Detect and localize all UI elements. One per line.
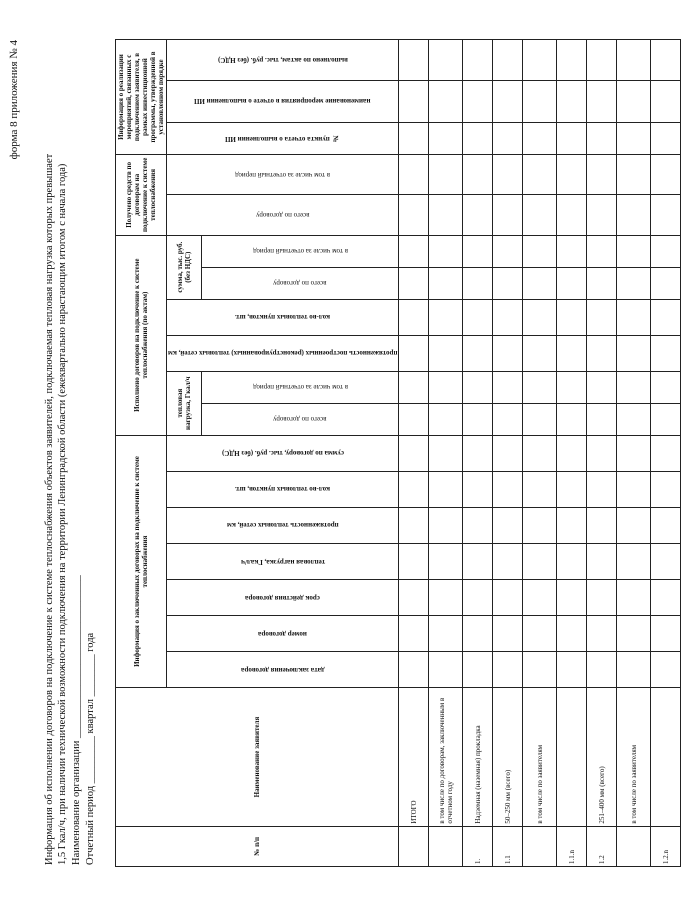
empty-cell <box>493 195 523 235</box>
row-number-cell <box>523 826 557 866</box>
empty-cell <box>399 403 429 435</box>
empty-cell <box>651 616 681 652</box>
row-number-cell: 1.1.n <box>557 826 587 866</box>
empty-cell <box>557 580 587 616</box>
empty-cell <box>587 371 617 403</box>
row-number-cell <box>399 826 429 866</box>
empty-cell <box>493 616 523 652</box>
empty-cell <box>587 335 617 371</box>
empty-cell <box>463 371 493 403</box>
empty-cell <box>557 507 587 543</box>
empty-cell <box>463 123 493 155</box>
empty-cell <box>523 123 557 155</box>
group-ip-header: Информация о реализации мероприятий, связанных с подключением заявителя, в рамках инвестиционной программы, утвержденной в установленном порядке <box>116 40 167 155</box>
empty-cell <box>557 616 587 652</box>
header-ip-acts: выполнено по актам, тыс. руб. (без НДС) <box>167 40 399 81</box>
empty-cell <box>399 267 429 299</box>
empty-cell <box>651 80 681 123</box>
empty-cell <box>651 195 681 235</box>
empty-cell <box>617 40 651 81</box>
row-applicant-cell: 251–400 мм (всего) <box>587 688 617 826</box>
form-label: форма 8 приложения № 4 <box>8 40 20 160</box>
document-title-line1: Информация об исполнении договоров на подключение к системе теплоснабжения объектов заявителей, подключаемая тепловая нагрузка которых превышает <box>44 153 55 865</box>
empty-cell <box>617 403 651 435</box>
empty-cell <box>429 267 463 299</box>
empty-cell <box>429 435 463 471</box>
empty-cell <box>587 123 617 155</box>
row-applicant-cell <box>651 688 681 826</box>
empty-cell <box>399 652 429 688</box>
empty-cell <box>587 471 617 507</box>
empty-cell <box>523 80 557 123</box>
empty-cell <box>587 616 617 652</box>
empty-cell <box>587 154 617 194</box>
empty-cell <box>523 471 557 507</box>
empty-cell <box>429 335 463 371</box>
empty-cell <box>587 40 617 81</box>
empty-cell <box>617 371 651 403</box>
empty-cell <box>651 403 681 435</box>
empty-cell <box>617 80 651 123</box>
empty-cell <box>617 299 651 335</box>
empty-cell <box>493 267 523 299</box>
empty-cell <box>399 371 429 403</box>
empty-cell <box>493 123 523 155</box>
row-applicant-cell: ИТОГО <box>399 688 429 826</box>
empty-cell <box>557 40 587 81</box>
empty-cell <box>493 235 523 267</box>
empty-cell <box>587 195 617 235</box>
header-exec-period: в том числе за отчетный период <box>201 371 399 403</box>
table-row <box>523 40 557 867</box>
table-row <box>463 40 493 867</box>
empty-cell <box>493 435 523 471</box>
empty-cell <box>493 652 523 688</box>
empty-cell <box>557 471 587 507</box>
empty-cell <box>651 580 681 616</box>
group-executed-header: Исполнено договоров на подключение к системе теплоснабжения (по актам) <box>116 235 167 435</box>
empty-cell <box>429 543 463 579</box>
empty-cell <box>617 652 651 688</box>
empty-cell <box>399 580 429 616</box>
empty-cell <box>557 235 587 267</box>
organization-label: Наименование организации _______________________________ <box>71 575 82 865</box>
empty-cell <box>557 154 587 194</box>
header-sum: сумма по договору, тыс. руб. (без НДС) <box>167 435 399 471</box>
row-number-cell <box>429 826 463 866</box>
group-funds-header: Получено средств по договорам на подключение к системе теплоснабжения <box>116 154 167 235</box>
empty-cell <box>429 40 463 81</box>
empty-cell <box>493 543 523 579</box>
empty-cell <box>429 471 463 507</box>
empty-cell <box>399 299 429 335</box>
empty-cell <box>523 154 557 194</box>
empty-cell <box>429 652 463 688</box>
empty-cell <box>587 299 617 335</box>
empty-cell <box>493 371 523 403</box>
empty-cell <box>493 40 523 81</box>
empty-cell <box>523 507 557 543</box>
empty-cell <box>617 154 651 194</box>
header-number: номер договора <box>167 616 399 652</box>
header-sum-total: всего по договору <box>201 267 399 299</box>
empty-cell <box>463 580 493 616</box>
empty-cell <box>429 235 463 267</box>
empty-cell <box>617 471 651 507</box>
empty-cell <box>523 435 557 471</box>
empty-cell <box>557 80 587 123</box>
empty-cell <box>617 195 651 235</box>
empty-cell <box>617 616 651 652</box>
empty-cell <box>651 235 681 267</box>
empty-cell <box>587 652 617 688</box>
row-number-cell: 1. <box>463 826 493 866</box>
empty-cell <box>523 40 557 81</box>
empty-cell <box>557 335 587 371</box>
row-applicant-cell: Надземная (наземная) прокладка <box>463 688 493 826</box>
empty-cell <box>399 435 429 471</box>
header-exec-heat-load: тепловая нагрузка, Гкал/ч <box>167 371 202 435</box>
empty-cell <box>463 616 493 652</box>
table-row <box>651 40 681 867</box>
empty-cell <box>463 267 493 299</box>
empty-cell <box>651 154 681 194</box>
empty-cell <box>617 123 651 155</box>
header-term: срок действия договора <box>167 580 399 616</box>
empty-cell <box>523 652 557 688</box>
empty-cell <box>429 154 463 194</box>
header-points: кол-во тепловых пунктов, шт. <box>167 471 399 507</box>
row-applicant-cell <box>557 688 587 826</box>
row-applicant-cell: в том числе по заявителям <box>617 688 651 826</box>
empty-cell <box>429 80 463 123</box>
empty-cell <box>617 335 651 371</box>
header-exec-total: всего по договору <box>201 403 399 435</box>
empty-cell <box>587 543 617 579</box>
empty-cell <box>429 403 463 435</box>
empty-cell <box>523 580 557 616</box>
table-row <box>493 40 523 867</box>
empty-cell <box>493 80 523 123</box>
table-row <box>399 40 429 867</box>
empty-cell <box>523 403 557 435</box>
row-number-cell: 1.2.n <box>651 826 681 866</box>
empty-cell <box>523 267 557 299</box>
row-applicant-cell: в том числе по договорам, заключенным в отчетном году <box>429 688 463 826</box>
empty-cell <box>651 435 681 471</box>
empty-cell <box>523 195 557 235</box>
empty-cell <box>557 543 587 579</box>
empty-cell <box>429 371 463 403</box>
empty-cell <box>557 435 587 471</box>
empty-cell <box>493 580 523 616</box>
empty-cell <box>587 435 617 471</box>
empty-cell <box>463 195 493 235</box>
row-applicant-cell: 50–250 мм (всего) <box>493 688 523 826</box>
empty-cell <box>493 507 523 543</box>
empty-cell <box>651 40 681 81</box>
empty-cell <box>463 235 493 267</box>
empty-cell <box>651 507 681 543</box>
empty-cell <box>399 195 429 235</box>
empty-cell <box>463 80 493 123</box>
empty-cell <box>493 299 523 335</box>
header-length: протяженность тепловых сетей, км <box>167 507 399 543</box>
empty-cell <box>399 80 429 123</box>
empty-cell <box>399 235 429 267</box>
empty-cell <box>651 471 681 507</box>
empty-cell <box>651 123 681 155</box>
empty-cell <box>651 652 681 688</box>
empty-cell <box>493 335 523 371</box>
empty-cell <box>463 652 493 688</box>
empty-cell <box>493 154 523 194</box>
empty-cell <box>557 403 587 435</box>
empty-cell <box>399 154 429 194</box>
reporting-period-label: Отчетный период _________ квартал ________ года <box>85 632 96 865</box>
empty-cell <box>463 435 493 471</box>
header-sum-period: в том числе за отчетный период <box>201 235 399 267</box>
empty-cell <box>651 371 681 403</box>
empty-cell <box>617 580 651 616</box>
row-number-cell: 1.1 <box>493 826 523 866</box>
header-exec-points: кол-во тепловых пунктов, шт. <box>167 299 399 335</box>
header-ip-item: № пункта отчета о выполнении ИП <box>167 123 399 155</box>
header-date: дата заключения договора <box>167 652 399 688</box>
row-applicant-cell: в том числе по заявителям <box>523 688 557 826</box>
empty-cell <box>651 335 681 371</box>
empty-cell <box>399 616 429 652</box>
empty-cell <box>399 123 429 155</box>
empty-cell <box>399 335 429 371</box>
header-funds-period: в том числе за отчетный период <box>167 154 399 194</box>
empty-cell <box>557 652 587 688</box>
header-exec-length: протяженность построенных (реконструированных) тепловых сетей, км <box>167 335 399 371</box>
empty-cell <box>429 507 463 543</box>
table-row <box>617 40 651 867</box>
empty-cell <box>617 435 651 471</box>
empty-cell <box>463 403 493 435</box>
empty-cell <box>557 371 587 403</box>
empty-cell <box>429 299 463 335</box>
column-number-header: № п/п <box>116 826 399 866</box>
empty-cell <box>617 543 651 579</box>
empty-cell <box>651 299 681 335</box>
column-applicant-header: Наименование заявителя <box>116 688 399 826</box>
header-heat-load: тепловая нагрузка, Гкал/ч <box>167 543 399 579</box>
empty-cell <box>651 267 681 299</box>
empty-cell <box>463 335 493 371</box>
header-funds-total: всего по договору <box>167 195 399 235</box>
empty-cell <box>399 471 429 507</box>
empty-cell <box>557 195 587 235</box>
empty-cell <box>617 267 651 299</box>
empty-cell <box>587 507 617 543</box>
empty-cell <box>429 580 463 616</box>
empty-cell <box>429 123 463 155</box>
empty-cell <box>587 235 617 267</box>
empty-cell <box>493 471 523 507</box>
empty-cell <box>429 195 463 235</box>
table-row <box>587 40 617 867</box>
empty-cell <box>587 267 617 299</box>
empty-cell <box>399 543 429 579</box>
empty-cell <box>523 235 557 267</box>
empty-cell <box>399 507 429 543</box>
empty-cell <box>399 40 429 81</box>
empty-cell <box>651 543 681 579</box>
empty-cell <box>429 616 463 652</box>
empty-cell <box>587 80 617 123</box>
empty-cell <box>523 299 557 335</box>
empty-cell <box>617 507 651 543</box>
empty-cell <box>587 403 617 435</box>
row-number-cell: 1.2 <box>587 826 617 866</box>
empty-cell <box>557 299 587 335</box>
empty-cell <box>463 471 493 507</box>
empty-cell <box>587 580 617 616</box>
empty-cell <box>463 40 493 81</box>
report-table <box>115 39 681 867</box>
empty-cell <box>463 543 493 579</box>
empty-cell <box>523 616 557 652</box>
group-concluded-header: Информация о заключенных договорах на подключение к системе теплоснабжения <box>116 435 167 688</box>
header-exec-sum: сумма, тыс. руб. (без НДС) <box>167 235 202 299</box>
table-row <box>429 40 463 867</box>
empty-cell <box>463 507 493 543</box>
empty-cell <box>523 335 557 371</box>
empty-cell <box>617 235 651 267</box>
empty-cell <box>463 154 493 194</box>
table-row <box>557 40 587 867</box>
empty-cell <box>463 299 493 335</box>
row-number-cell <box>617 826 651 866</box>
empty-cell <box>523 371 557 403</box>
empty-cell <box>557 123 587 155</box>
empty-cell <box>557 267 587 299</box>
empty-cell <box>523 543 557 579</box>
empty-cell <box>493 403 523 435</box>
header-ip-name: наименование мероприятия в отчете о выполнении ИП <box>167 80 399 123</box>
document-title-line2: 1,5 Гкал/ч, при наличии технической возможности подключения на территории Ленинградской области (ежеквартально нарастающим итогом с начала года) <box>57 163 68 865</box>
